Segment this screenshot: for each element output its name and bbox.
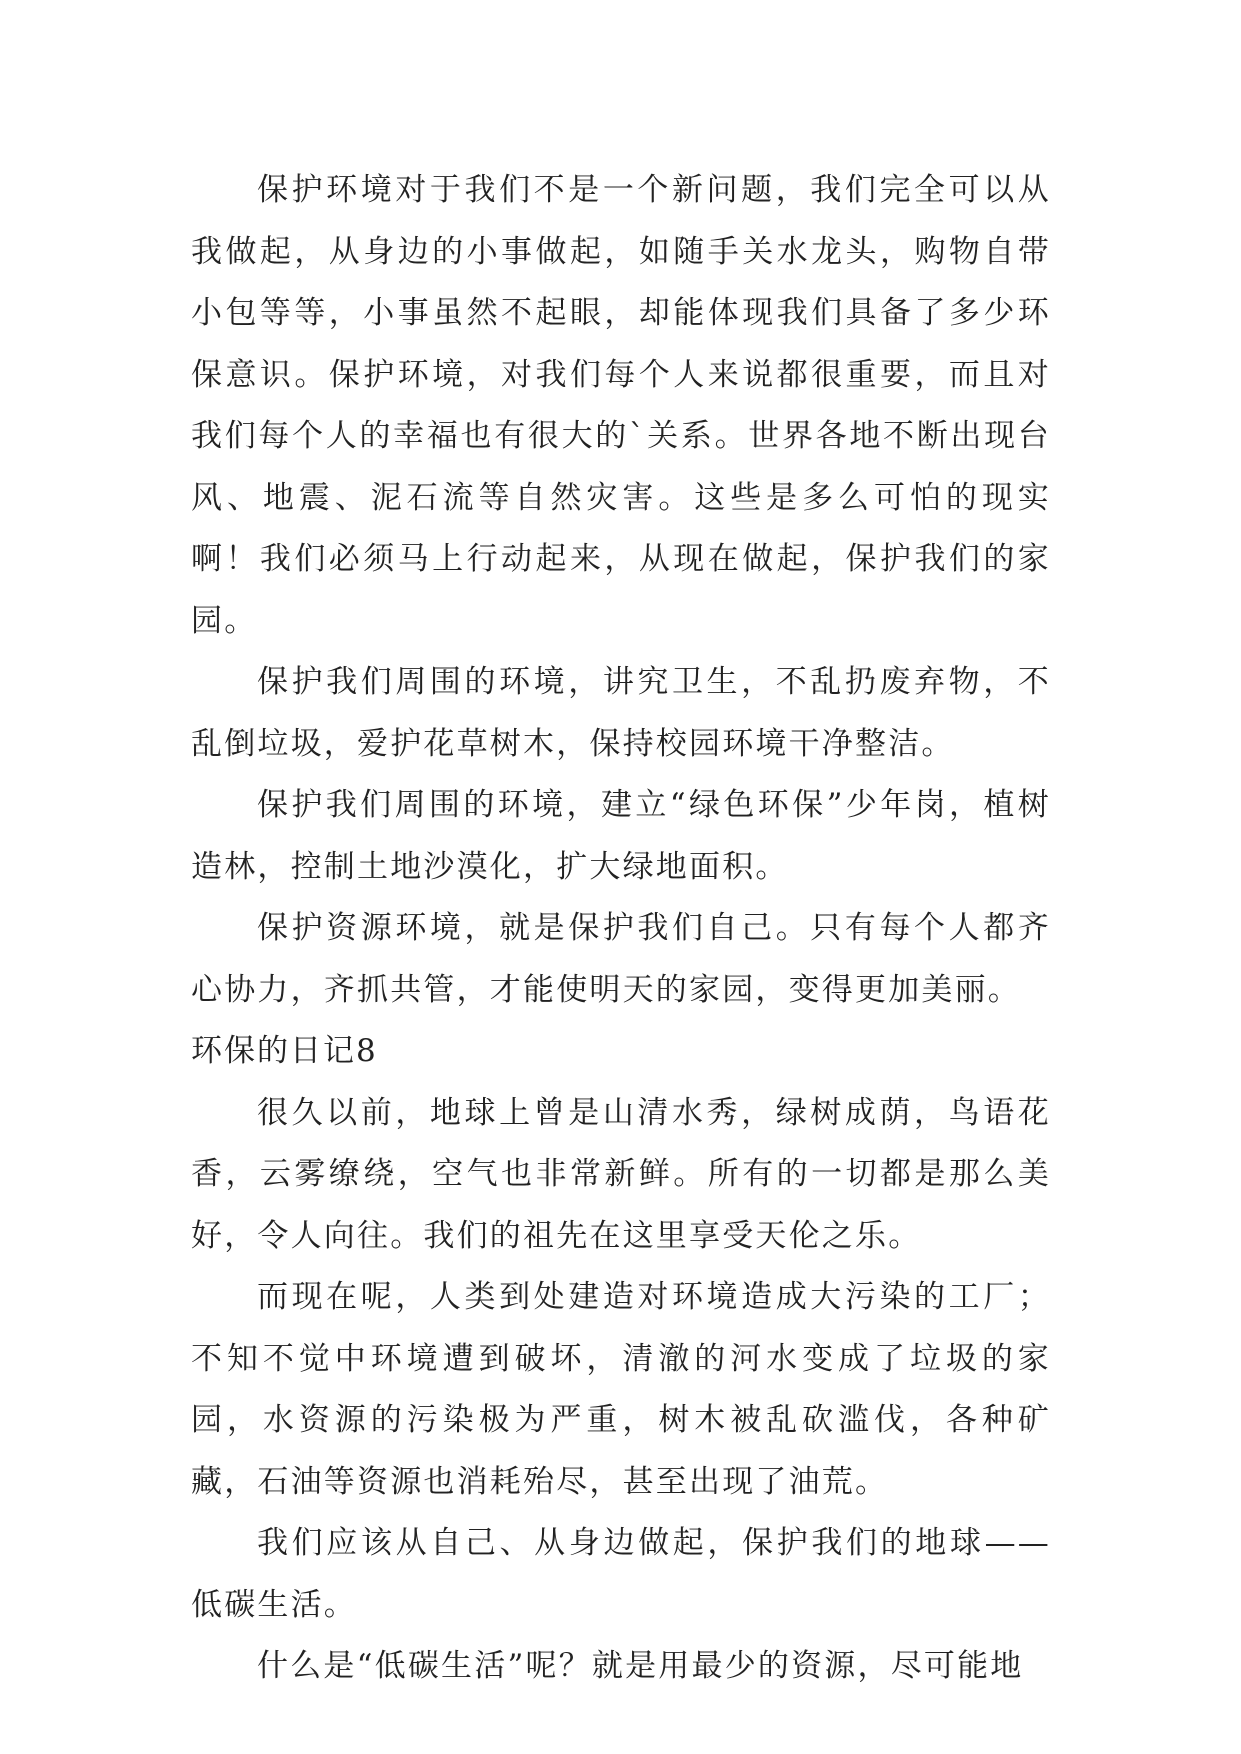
paragraph-5: 很久以前，地球上曾是山清水秀，绿树成荫，鸟语花香，云雾缭绕，空气也非常新鲜。所有的一切都是那么美好，令人向往。我们的祖先在这里享受天伦之乐。	[191, 1094, 1051, 1254]
paragraph-8: 什么是“低碳生活”呢？就是用最少的资源，尽可能地	[257, 1648, 1024, 1684]
paragraph-6: 而现在呢，人类到处建造对环境造成大污染的工厂；不知不觉中环境遭到破坏，清澈的河水变成了垃圾的家园，水资源的污染极为严重，树木被乱砍滥伐，各种矿藏，石油等资源也消耗殆尽，甚至出现了油荒。	[191, 1279, 1051, 1500]
paragraph-2: 保护我们周围的环境，讲究卫生，不乱扔废弃物，不乱倒垃圾，爱护花草树木，保持校园环境干净整洁。	[191, 664, 1051, 762]
paragraph-3: 保护我们周围的环境，建立“绿色环保”少年岗，植树造林，控制土地沙漠化，扩大绿地面积。	[191, 787, 1051, 885]
section-heading: 环保的日记8	[191, 1033, 378, 1069]
document-body	[191, 160, 1051, 1698]
paragraph-1: 保护环境对于我们不是一个新问题，我们完全可以从我做起，从身边的小事做起，如随手关水龙头，购物自带小包等等，小事虽然不起眼，却能体现我们具备了多少环保意识。保护环境，对我们每个人来说都很重要，而且对我们每个人的幸福也有很大的`关系。世界各地不断出现台风、地震、泥石流等自然灾害。这些是多么可怕的现实啊！我们必须马上行动起来，从现在做起，保护我们的家园。	[191, 172, 1051, 639]
paragraph-7: 我们应该从自己、从身边做起，保护我们的地球——低碳生活。	[191, 1525, 1051, 1623]
paragraph-4: 保护资源环境，就是保护我们自己。只有每个人都齐心协力，齐抓共管，才能使明天的家园，变得更加美丽。	[191, 910, 1051, 1008]
